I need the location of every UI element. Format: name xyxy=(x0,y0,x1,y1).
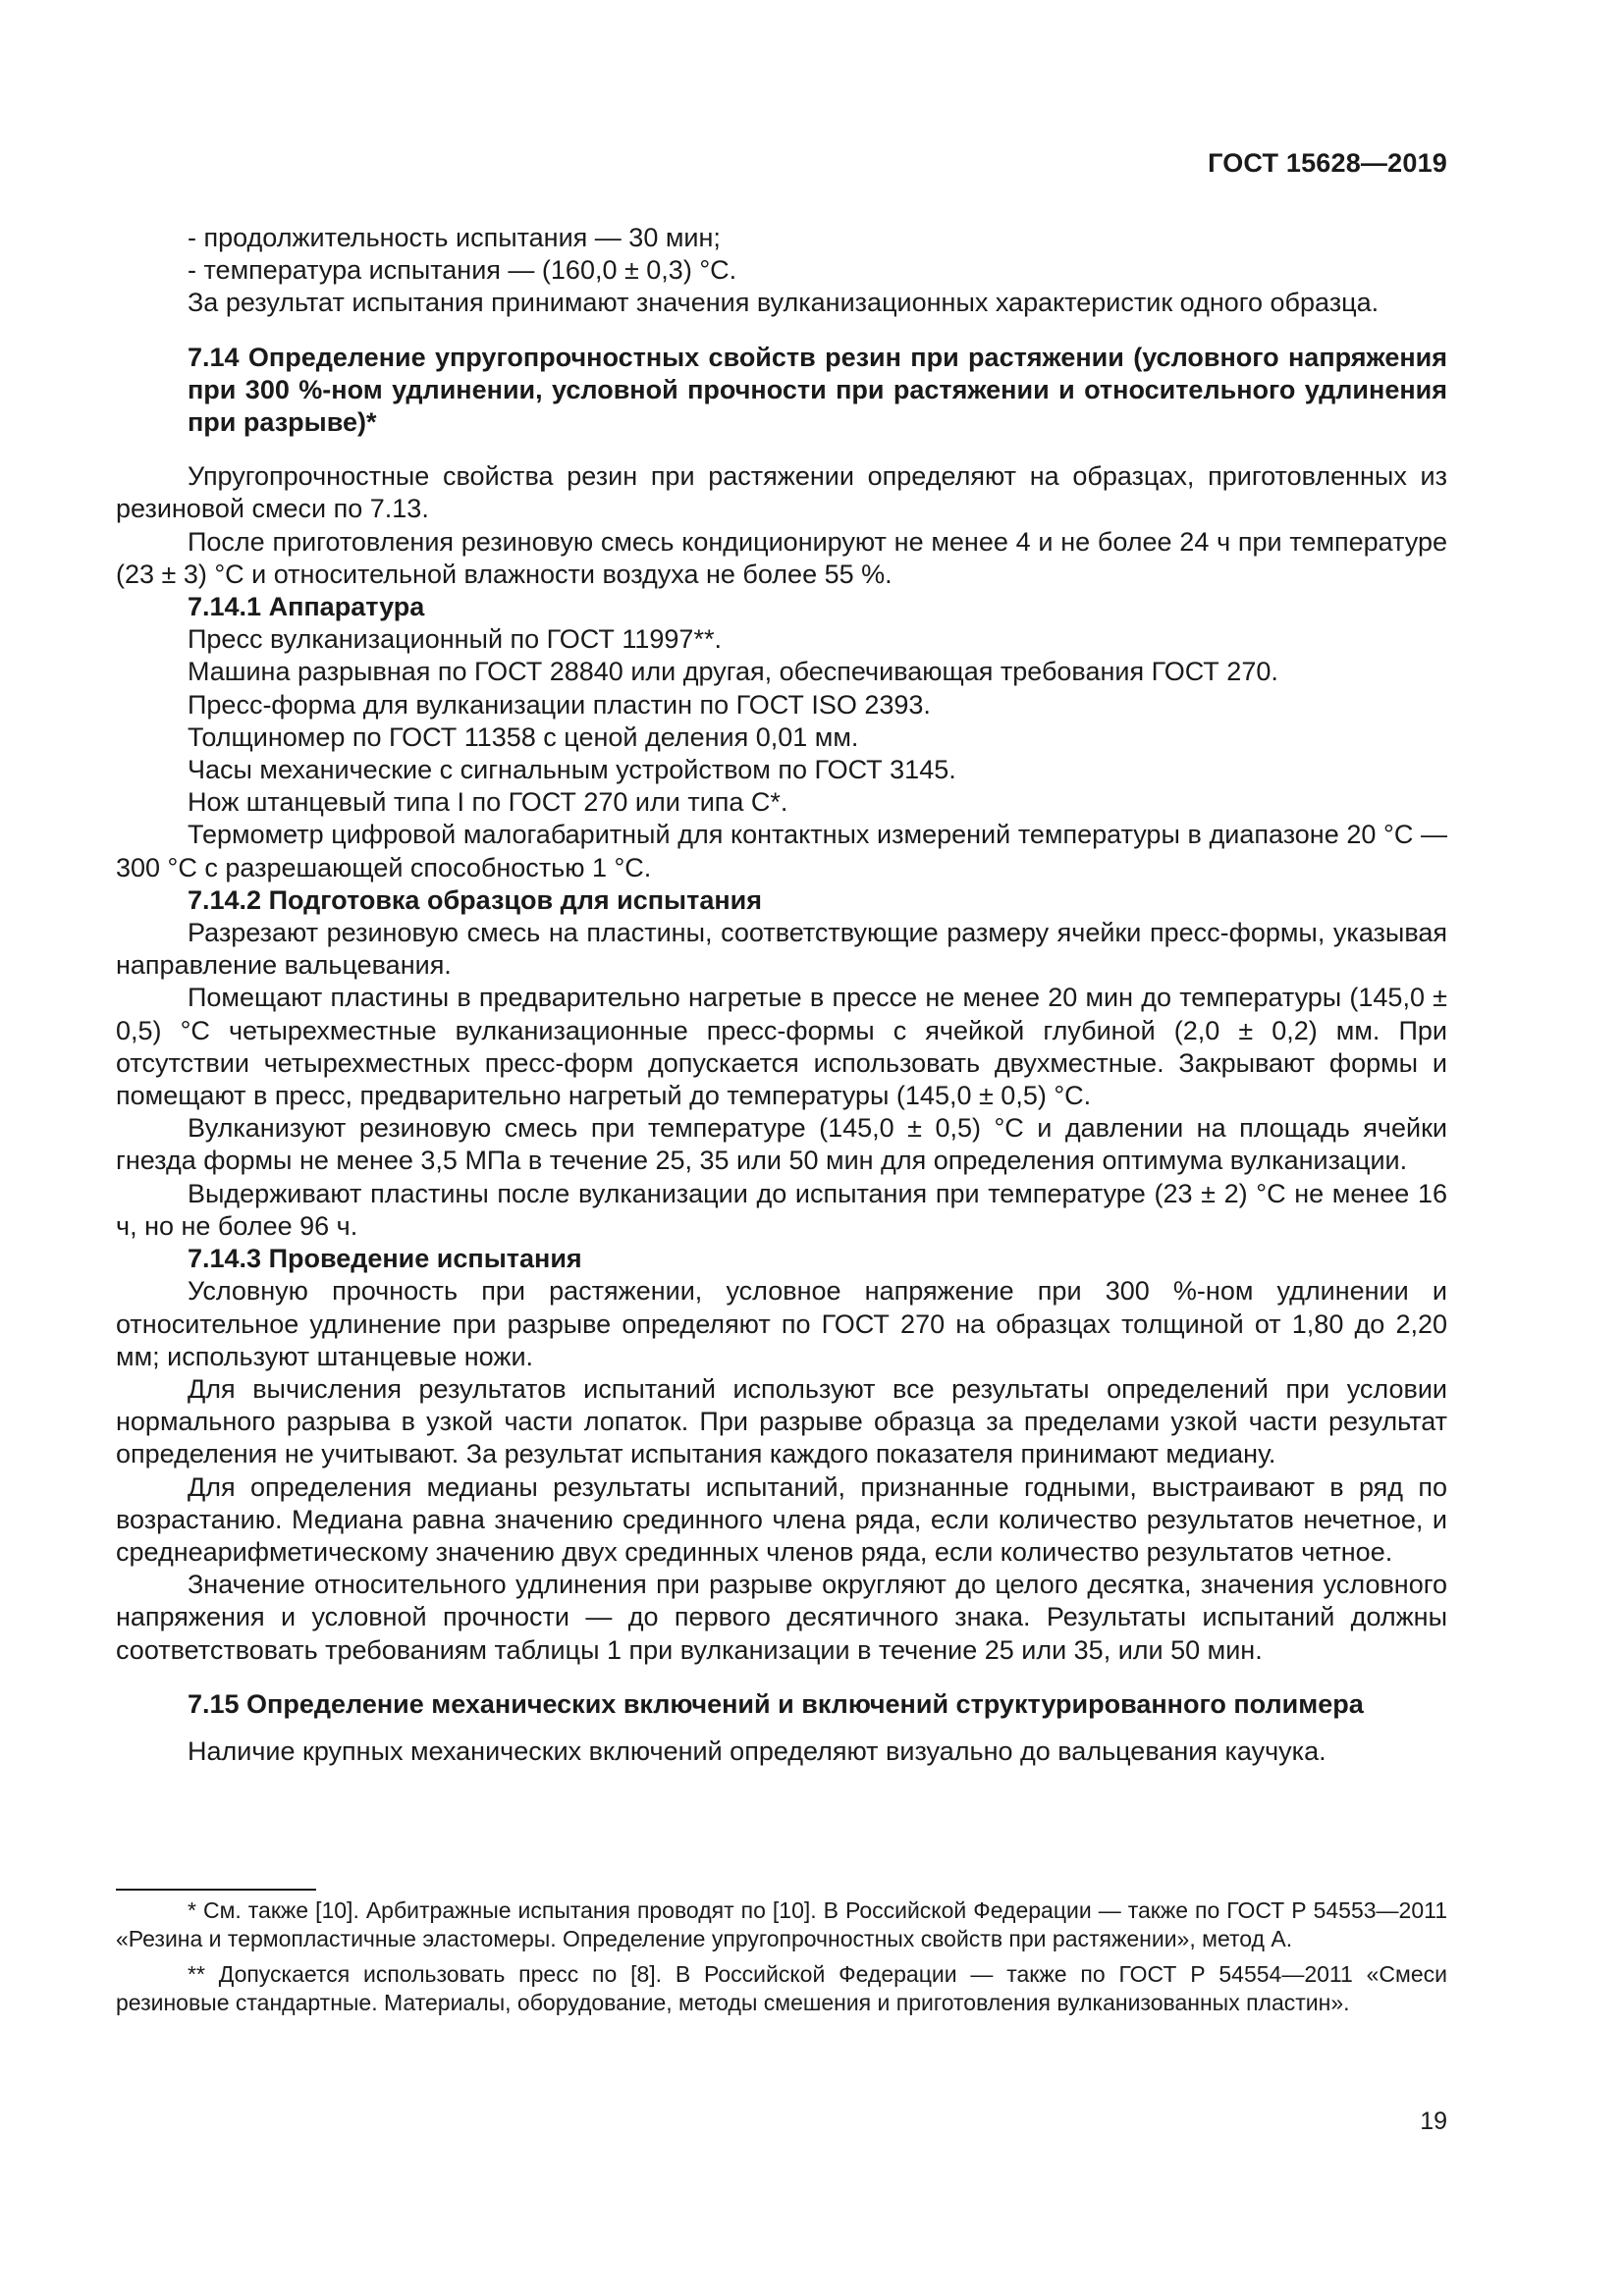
subsection-heading-7-14-1: 7.14.1 Аппаратура xyxy=(188,592,425,622)
paragraph: Разрезают резиновую смесь на пластины, соответствующие размеру ячейки пресс-формы, указывая направление вальцевания. xyxy=(116,918,1447,981)
apparatus-item: Пресс вулканизационный по ГОСТ 11997**. xyxy=(188,624,722,655)
paragraph: После приготовления резиновую смесь кондиционируют не менее 4 и не более 24 ч при температуре (23 ± 3) °С и относительной влажности воздуха не более 55 %. xyxy=(116,526,1447,589)
document-id-header: ГОСТ 15628—2019 xyxy=(1208,148,1447,178)
footnotes xyxy=(116,1896,1447,2024)
section-heading-7-14: 7.14 Определение упругопрочностных свойств резин при растяжении (условного напряжения при 300 %-ном удлинении, условной прочности при растяжении и относительного удлинения при разрыве)* xyxy=(188,342,1447,438)
apparatus-item: Толщиномер по ГОСТ 11358 с ценой деления 0,01 мм. xyxy=(188,721,859,752)
paragraph: Наличие крупных механических включений определяют визуально до вальцевания каучука. xyxy=(188,1735,1326,1766)
apparatus-item: Часы механические с сигнальным устройством по ГОСТ 3145. xyxy=(188,755,956,785)
paragraph: - температура испытания — (160,0 ± 0,3) °С. xyxy=(188,255,737,286)
paragraph: Для вычисления результатов испытаний используют все результаты определений при условии нормального разрыва в узкой части лопаток. При разрыве образца за пределами узкой части результат определения не учитывают. За результат испытания каждого показателя принимают медиану. xyxy=(116,1373,1447,1469)
paragraph: Для определения медианы результаты испытаний, признанные годными, выстраивают в ряд по возрастанию. Медиана равна значению срединного члена ряда, если количество результатов нечетное, и среднеарифметическому значению двух срединных членов ряда, если количество результатов четное. xyxy=(116,1471,1447,1567)
apparatus-item: Термометр цифровой малогабаритный для контактных измерений температуры в диапазоне 20 °С — 300 °С с разрешающей способностью 1 °С. xyxy=(116,820,1447,882)
paragraph: - продолжительность испытания — 30 мин; xyxy=(188,223,721,252)
footnote: * См. также [10]. Арбитражные испытания проводят по [10]. В Российской Федерации — также по ГОСТ Р 54553—2011 «Резина и термопластичные эластомеры. Определение упругопрочностных свойств при растяжении», метод А. xyxy=(116,1897,1447,1951)
paragraph: Выдерживают пластины после вулканизации до испытания при температуре (23 ± 2) °С не менее 16 ч, но не более 96 ч. xyxy=(116,1178,1447,1241)
paragraph: Упругопрочностные свойства резин при растяжении определяют на образцах, приготовленных из резиновой смеси по 7.13. xyxy=(116,461,1447,524)
footnote-divider xyxy=(116,1889,316,1891)
paragraph: Условную прочность при растяжении, условное напряжение при 300 %-ном удлинении и относительное удлинение при разрыве определяют по ГОСТ 270 на образцах толщиной от 1,80 до 2,20 мм; используют штанцевые ножи. xyxy=(116,1276,1447,1371)
apparatus-item: Машина разрывная по ГОСТ 28840 или другая, обеспечивающая требования ГОСТ 270. xyxy=(188,657,1278,687)
paragraph: Помещают пластины в предварительно нагретые в прессе не менее 20 мин до температуры (145,0 ± 0,5) °С четырехместные вулканизационные пресс-формы с ячейкой глубиной (2,0 ± 0,2) мм. При отсутствии четырехместных пресс-форм допускается использовать двухместные. Закрывают формы и помещают в пресс, предварительно нагретый до температуры (145,0 ± 0,5) °С. xyxy=(116,983,1447,1111)
section-heading-7-15: 7.15 Определение механических включений и включений структурированного полимера xyxy=(188,1688,1364,1719)
paragraph: За результат испытания принимают значения вулканизационных характеристик одного образца. xyxy=(188,288,1380,318)
page-number: 19 xyxy=(1420,2108,1447,2135)
subsection-heading-7-14-3: 7.14.3 Проведение испытания xyxy=(188,1244,582,1274)
apparatus-item: Пресс-форма для вулканизации пластин по ГОСТ ISO 2393. xyxy=(188,689,931,720)
document-body xyxy=(116,222,1447,1768)
paragraph: Значение относительного удлинения при разрыве округляют до целого десятка, значения условного напряжения и условной прочности — до первого десятичного знака. Результаты испытаний должны соответствовать требованиям таблицы 1 при вулканизации в течение 25 или 35, или 50 мин. xyxy=(116,1570,1447,1665)
paragraph: Вулканизуют резиновую смесь при температуре (145,0 ± 0,5) °С и давлении на площадь ячейки гнезда формы не менее 3,5 МПа в течение 25, 35 или 50 мин для определения оптимума вулканизации. xyxy=(116,1113,1447,1176)
apparatus-item: Нож штанцевый типа I по ГОСТ 270 или типа С*. xyxy=(188,787,788,818)
footnote: ** Допускается использовать пресс по [8]. В Российской Федерации — также по ГОСТ Р 54554—2011 «Смеси резиновые стандартные. Материалы, оборудование, методы смешения и приготовления вулканизованных пластин». xyxy=(116,1961,1447,2015)
subsection-heading-7-14-2: 7.14.2 Подготовка образцов для испытания xyxy=(188,884,762,915)
